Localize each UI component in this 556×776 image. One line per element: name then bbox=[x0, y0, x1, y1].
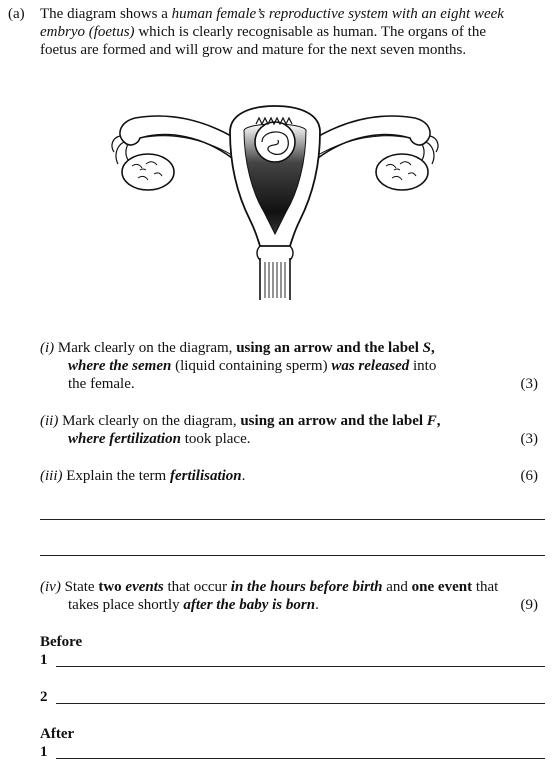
question-emphasis: in the hours before birth bbox=[230, 579, 383, 595]
question-i-line-3: the female. bbox=[68, 376, 135, 392]
before-item-number: 1 bbox=[40, 652, 48, 668]
question-i-line-2 bbox=[68, 358, 436, 375]
answer-line[interactable] bbox=[56, 703, 545, 704]
question-text: that occur bbox=[163, 579, 231, 595]
marks-i: (3) bbox=[520, 376, 538, 392]
question-emphasis: after the baby is born bbox=[183, 597, 316, 613]
question-punct: , bbox=[436, 413, 441, 429]
intro-text: The diagram shows a bbox=[40, 6, 172, 22]
question-text: that bbox=[472, 579, 499, 595]
label-letter: F bbox=[426, 413, 437, 429]
question-punct: , bbox=[430, 340, 435, 356]
question-number: (ii) bbox=[40, 413, 59, 429]
after-heading: After bbox=[40, 726, 75, 742]
intro-line-3: foetus are formed and will grow and mature for the next seven months. bbox=[40, 42, 467, 58]
question-emphasis: one event bbox=[411, 579, 473, 595]
intro-line-1 bbox=[40, 6, 504, 23]
marks-iv: (9) bbox=[520, 597, 538, 613]
reproductive-system-diagram[interactable] bbox=[110, 100, 440, 305]
question-number: (iii) bbox=[40, 468, 63, 484]
question-emphasis: two bbox=[98, 579, 122, 595]
question-iii-line-1 bbox=[40, 468, 245, 485]
before-heading: Before bbox=[40, 634, 83, 650]
intro-emphasis: embryo (foetus) bbox=[40, 24, 135, 40]
answer-line[interactable] bbox=[40, 519, 545, 520]
question-iv-line-2 bbox=[68, 597, 319, 614]
question-emphasis: where the semen bbox=[68, 358, 172, 374]
question-text: and bbox=[382, 579, 412, 595]
question-text: into bbox=[409, 358, 437, 374]
question-ii-line-1 bbox=[40, 413, 441, 430]
question-number: (i) bbox=[40, 340, 55, 356]
question-iv-line-1 bbox=[40, 579, 498, 596]
question-text: Explain the term bbox=[62, 468, 170, 484]
intro-line-2 bbox=[40, 24, 486, 41]
answer-line[interactable] bbox=[56, 758, 545, 759]
part-label: (a) bbox=[8, 6, 25, 22]
intro-text: which is clearly recognisable as human. The organs of the bbox=[134, 24, 486, 40]
answer-line[interactable] bbox=[56, 666, 545, 667]
marks-iii: (6) bbox=[520, 468, 538, 484]
question-emphasis: using an arrow and the label bbox=[240, 413, 427, 429]
question-text: (liquid containing sperm) bbox=[171, 358, 332, 374]
question-i-line-1 bbox=[40, 340, 435, 357]
marks-ii: (3) bbox=[520, 431, 538, 447]
after-item-number: 1 bbox=[40, 744, 48, 760]
question-emphasis: fertilisation bbox=[169, 468, 242, 484]
question-text: State bbox=[60, 579, 99, 595]
question-text: takes place shortly bbox=[68, 597, 184, 613]
label-letter: S bbox=[422, 340, 431, 356]
question-emphasis: events bbox=[121, 579, 164, 595]
question-emphasis: using an arrow and the label bbox=[236, 340, 423, 356]
question-ii-line-2 bbox=[68, 431, 251, 448]
intro-emphasis: human female’s reproductive system with an eight week bbox=[171, 6, 504, 22]
answer-line[interactable] bbox=[40, 555, 545, 556]
question-text: Mark clearly on the diagram, bbox=[58, 413, 241, 429]
question-text: Mark clearly on the diagram, bbox=[54, 340, 237, 356]
question-text: took place. bbox=[180, 431, 251, 447]
question-number: (iv) bbox=[40, 579, 61, 595]
question-punct: . bbox=[315, 597, 319, 613]
question-punct: . bbox=[241, 468, 246, 484]
before-item-number: 2 bbox=[40, 689, 48, 705]
question-emphasis: was released bbox=[331, 358, 410, 374]
question-emphasis: where fertilization bbox=[68, 431, 181, 447]
